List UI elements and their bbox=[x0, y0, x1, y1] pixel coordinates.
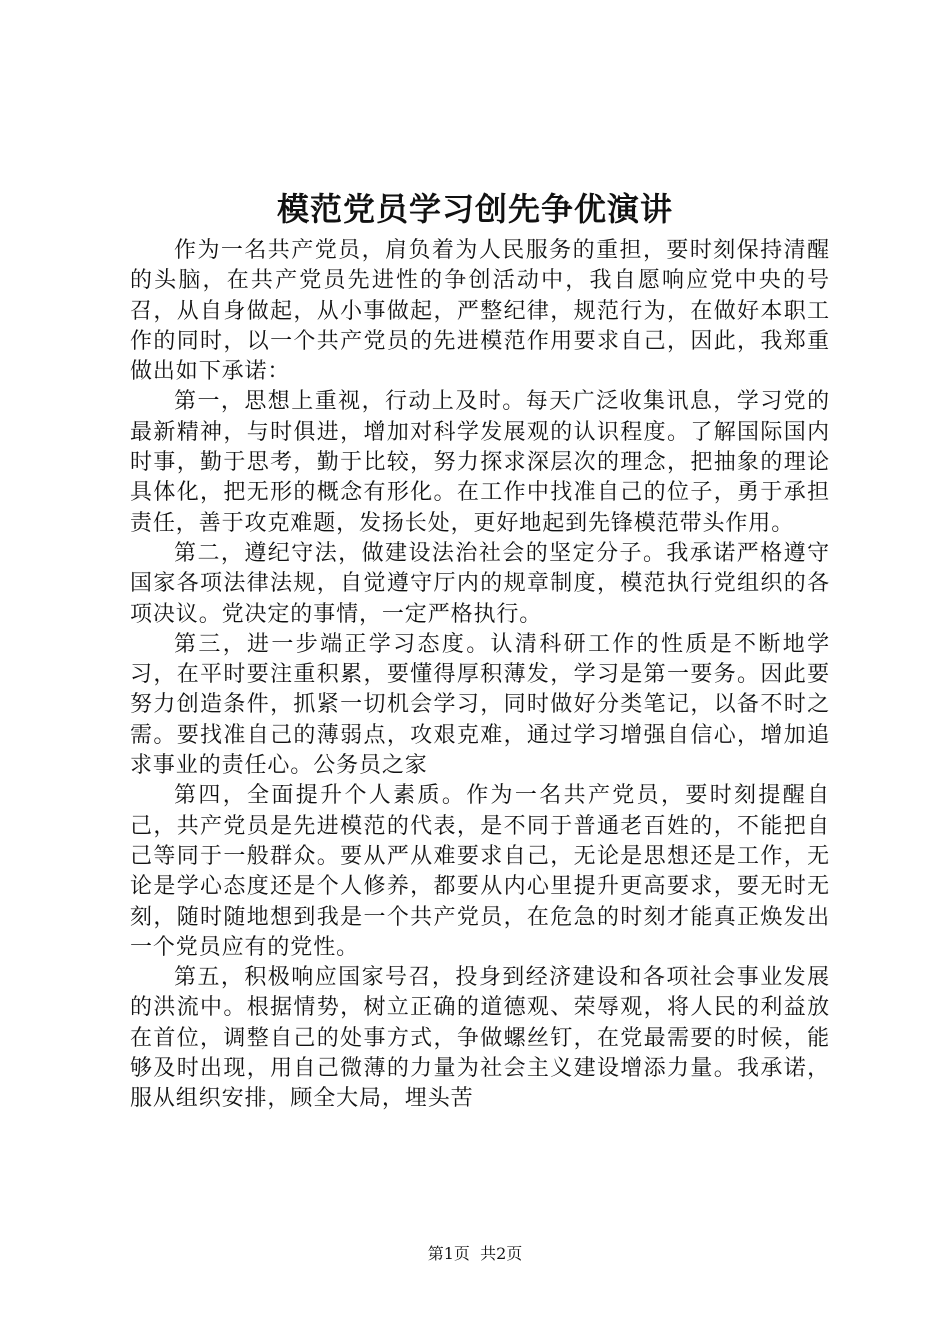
paragraph-fourth: 第四，全面提升个人素质。作为一名共产党员，要时刻提醒自己，共产党员是先进模范的代表，是不同于普通老百姓的，不能把自己等同于一般群众。要从严从难要求自己，无论是思想还是工作，无论是学心态度还是个人修养，都要从内心里提升更高要求，要无时无刻，随时随地想到我是一个共产党员，在危急的时刻才能真正焕发出一个党员应有的党性。 bbox=[130, 783, 830, 960]
paragraph-third: 第三，进一步端正学习态度。认清科研工作的性质是不断地学习，在平时要注重积累，要懂得厚积薄发，学习是第一要务。因此要努力创造条件，抓紧一切机会学习，同时做好分类笔记，以备不时之需。要找准自己的薄弱点，攻艰克难，通过学习增强自信心，增加追求事业的责任心。公务员之家 bbox=[130, 631, 830, 779]
document-body bbox=[130, 236, 830, 1115]
page-title: 模范党员学习创先争优演讲 bbox=[276, 190, 673, 228]
paragraph-first: 第一，思想上重视，行动上及时。每天广泛收集讯息，学习党的最新精神，与时俱进，增加对科学发展观的认识程度。了解国际国内时事，勤于思考，勤于比较，努力探求深层次的理念，把抽象的理论具体化，把无形的概念有形化。在工作中找准自己的位子，勇于承担责任，善于攻克难题，发扬长处，更好地起到先锋模范带头作用。 bbox=[130, 389, 830, 536]
paragraph-intro: 作为一名共产党员，肩负着为人民服务的重担，要时刻保持清醒的头脑，在共产党员先进性的争创活动中，我自愿响应党中央的号召，从自身做起，从小事做起，严整纪律，规范行为，在做好本职工作的同时，以一个共产党员的先进模范作用要求自己，因此，我郑重做出如下承诺： bbox=[130, 238, 830, 385]
paragraph-second: 第二，遵纪守法，做建设法治社会的坚定分子。我承诺严格遵守国家各项法律法规，自觉遵守厅内的规章制度，模范执行党组织的各项决议。党决定的事情，一定严格执行。 bbox=[130, 540, 830, 627]
paragraph-fifth: 第五，积极响应国家号召，投身到经济建设和各项社会事业发展的洪流中。根据情势，树立正确的道德观、荣辱观，将人民的利益放在首位，调整自己的处事方式，争做螺丝钉，在党最需要的时候，能够及时出现，用自己微薄的力量为社会主义建设增添力量。我承诺，服从组织安排，顾全大局，埋头苦 bbox=[130, 965, 830, 1112]
page-footer bbox=[0, 1242, 950, 1266]
page-number: 第1页 共2页 bbox=[427, 1244, 523, 1263]
